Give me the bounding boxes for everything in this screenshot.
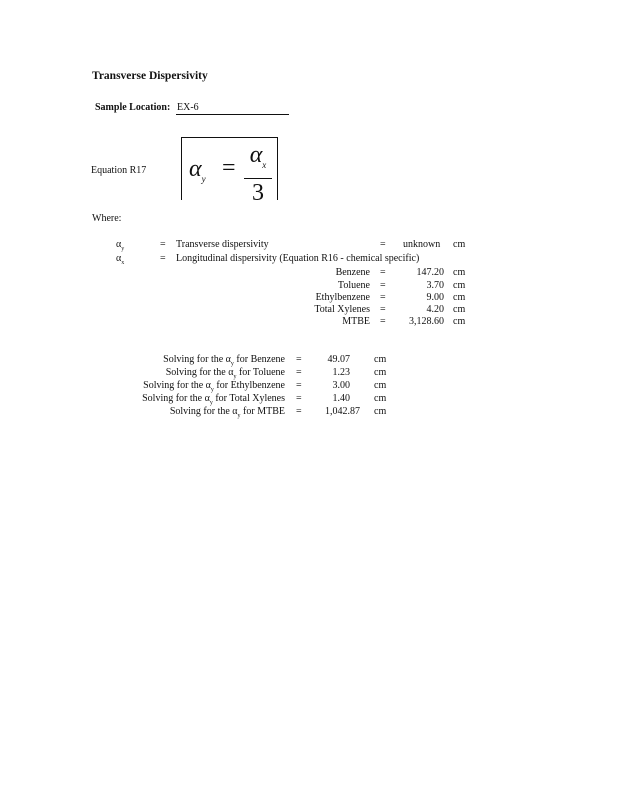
equation-label: Equation R17 <box>91 165 147 176</box>
definition-symbol-letter: α <box>116 253 122 264</box>
equals-sign: = <box>296 380 302 391</box>
solution-value: 1.23 <box>332 367 350 378</box>
equals-sign: = <box>380 304 386 315</box>
where-label: Where: <box>92 213 122 224</box>
chemical-name: Toluene <box>337 280 370 291</box>
definition-value: unknown <box>403 239 441 250</box>
equation-fraction-bar <box>244 178 272 180</box>
solution-subscript: y <box>233 374 237 380</box>
solution-label <box>120 367 285 380</box>
solution-label <box>100 393 285 406</box>
unit-label: cm <box>453 292 466 303</box>
definition-equals: = <box>380 239 386 250</box>
solution-label <box>120 354 285 367</box>
dispersivity-value: 9.00 <box>426 292 444 303</box>
equals-sign: = <box>380 267 386 278</box>
definition-description: Longitudinal dispersivity (Equation R16 - chemical specific) <box>176 253 420 264</box>
definition-unit: cm <box>453 239 466 250</box>
solution-label <box>100 380 285 393</box>
solution-suffix: for Toluene <box>236 367 285 378</box>
page-title: Transverse Dispersivity <box>92 70 208 82</box>
definition-symbol-letter: α <box>116 239 122 250</box>
solution-value: 1.40 <box>332 393 350 404</box>
unit-label: cm <box>374 380 387 391</box>
equation-lhs-symbol: α <box>189 156 202 182</box>
solution-value: 3.00 <box>332 380 350 391</box>
definition-symbol <box>116 253 124 266</box>
solution-value: 1,042.87 <box>325 406 360 417</box>
unit-label: cm <box>453 280 466 291</box>
definition-symbol-subscript: x <box>121 260 125 266</box>
equation-lhs-subscript: y <box>201 173 206 184</box>
dispersivity-value: 147.20 <box>416 267 444 278</box>
equation-box <box>181 137 278 207</box>
solution-subscript: y <box>237 413 241 419</box>
sample-location-value: EX-6 <box>176 102 289 115</box>
solution-suffix: for Benzene <box>233 354 285 365</box>
equals-sign: = <box>296 367 302 378</box>
solution-suffix: for MTBE <box>240 406 285 417</box>
dispersivity-value: 3.70 <box>426 280 444 291</box>
equation-numerator <box>244 142 272 178</box>
definition-dash: = <box>160 239 166 250</box>
definition-description: Transverse dispersivity <box>176 239 269 250</box>
equation-numerator-symbol: α <box>249 142 263 168</box>
solution-prefix: Solving for the α <box>169 406 238 417</box>
unit-label: cm <box>374 367 387 378</box>
equation-equals: = <box>222 155 236 181</box>
equals-sign: = <box>296 406 302 417</box>
definition-dash: = <box>160 253 166 264</box>
solution-subscript: y <box>230 361 234 367</box>
solution-prefix: Solving for the α <box>165 367 234 378</box>
solution-suffix: for Total Xylenes <box>212 393 285 404</box>
dispersivity-value: 3,128.60 <box>409 316 444 327</box>
unit-label: cm <box>374 406 387 417</box>
equals-sign: = <box>296 354 302 365</box>
solution-prefix: Solving for the α <box>163 354 231 365</box>
definition-symbol <box>116 239 124 252</box>
unit-label: cm <box>453 316 466 327</box>
unit-label: cm <box>453 267 466 278</box>
chemical-name: Benzene <box>335 267 370 278</box>
unit-label: cm <box>453 304 466 315</box>
equals-sign: = <box>380 316 386 327</box>
sample-location-label: Sample Location: <box>95 102 171 113</box>
equals-sign: = <box>380 292 386 303</box>
solution-prefix: Solving for the α <box>143 380 211 391</box>
solution-label <box>120 406 285 419</box>
equation-numerator-subscript: x <box>262 159 267 170</box>
definition-symbol-subscript: y <box>121 246 125 252</box>
solution-prefix: Solving for the α <box>142 393 210 404</box>
unit-label: cm <box>374 354 387 365</box>
equation-fraction <box>244 142 272 206</box>
solution-suffix: for Ethylbenzene <box>213 380 285 391</box>
equals-sign: = <box>296 393 302 404</box>
equation-denominator: 3 <box>252 180 264 207</box>
dispersivity-value: 4.20 <box>426 304 444 315</box>
chemical-name: Ethylbenzene <box>315 292 370 303</box>
equation-lhs <box>189 156 206 184</box>
chemical-name: MTBE <box>342 316 370 327</box>
solution-value: 49.07 <box>327 354 350 365</box>
chemical-name: Total Xylenes <box>314 304 370 315</box>
unit-label: cm <box>374 393 387 404</box>
solution-subscript: y <box>209 400 213 406</box>
solution-subscript: y <box>210 387 214 393</box>
equals-sign: = <box>380 280 386 291</box>
